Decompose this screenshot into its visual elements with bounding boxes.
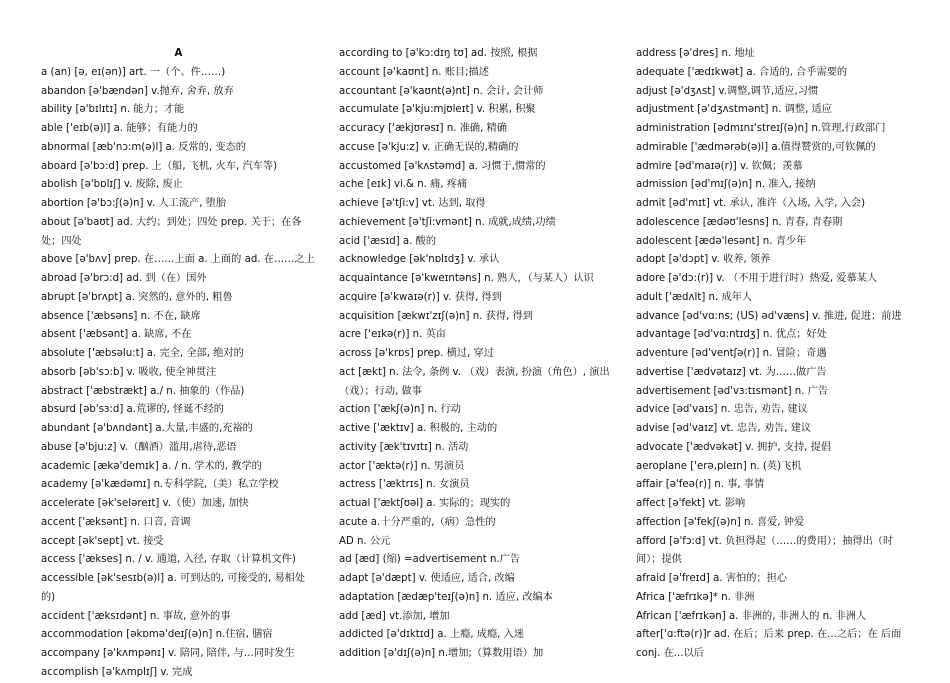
vocab-entry: advance [əd'vɑ:ns; (US) əd'væns] v. 推进, 促进；前进 [636,310,902,322]
vocab-entry: after['ɑ:ftə(r)]r ad. 在后；后来 prep. 在...之后；在 后面 conj. 在...以后 [636,629,902,659]
vocab-entry: achievement [ə'tʃi:vmənt] n. 成就,成绩,功绩 [339,216,556,228]
vocab-entry: addition [ə'dɪʃ(ə)n] n.增加;（算数用语）加 [339,648,544,659]
vocab-entry: actress ['æktrɪs] n. 女演员 [339,479,470,491]
vocab-entry: admission [əd'mɪʃ(ə)n] n. 准入, 接纳 [636,179,816,191]
vocab-entry: acid ['æsɪd] a. 酸的 [339,235,437,247]
vocab-entry: admirable ['ædmərəb(ə)l] a.值得赞赏的,可钦佩的 [636,141,876,153]
vocab-entry: admire [əd'maɪə(r)] v. 钦佩；羡慕 [636,160,803,172]
vocab-entry: afford [ə'fɔ:d] vt. 负担得起（……的费用）；抽得出（时间）；提供 [636,535,894,566]
vocab-entry: accuse [ə'kju:z] v. 正确无误的,精确的 [339,141,519,153]
vocab-entry: acre ['eɪkə(r)] n. 英亩 [339,329,446,341]
vocab-entry: adequate ['ædɪkwət] a. 合适的, 合乎需要的 [636,66,848,78]
vocab-entry: active ['æktɪv] a. 积极的, 主动的 [339,423,498,434]
vocab-entry: adaptation [ædæp'teɪʃ(ə)n] n. 适应, 改编本 [339,591,553,603]
vocab-entry: adult ['ædʌlt] n. 成年人 [636,291,753,303]
column-3-entries [636,45,916,664]
vocab-entry: act [ækt] n. 法令, 条例 v. （戏）表演, 扮演（角色）, 演出（戏）；行动, 做事 [339,366,610,397]
section-letter-heading: A [174,48,183,59]
vocab-entry: abandon [ə'bændən] v.抛弃, 舍弃, 放弃 [41,85,234,97]
vocab-entry: African ['æfrɪkən] a. 非洲的, 非洲人的 n. 非洲人 [636,610,867,622]
vocab-entry: adolescence [ædəʊ'lesns] n. 青春, 青春期 [636,216,843,228]
vocab-entry: adolescent [ædə'lesənt] n. 青少年 [636,235,807,247]
vocab-entry: across [ə'krɒs] prep. 横过, 穿过 [339,348,494,359]
vocab-entry: accident ['æksɪdənt] n. 事故, 意外的事 [41,610,231,622]
vocab-entry: adopt [ə'dɔpt] v. 收养, 领养 [636,254,771,266]
vocab-entry: affect [ə'fekt] vt. 影响 [636,498,746,509]
vocab-entry: accent ['æksənt] n. 口音, 音调 [41,516,191,528]
vocab-entry: affair [ə'feə(r)] n. 事, 事情 [636,479,765,491]
vocab-entry: Africa ['æfrɪkə]* n. 非洲 [636,591,755,603]
vocab-entry: abstract ['æbstrækt] a./ n. 抽象的（作品) [41,385,245,397]
vocab-entry: affection [ə'fekʃ(ə)n] n. 喜爱, 钟爱 [636,516,805,528]
vocab-entry: abrupt [ə'brʌpt] a. 突然的, 意外的, 粗鲁 [41,291,233,303]
vocab-entry: advise [əd'vaɪz] vt. 忠告, 劝告, 建议 [636,423,812,434]
vocab-entry: according to [ə'kɔ:dɪŋ tʊ] ad. 按照, 根据 [339,48,538,59]
vocab-entry: aboard [ə'bɔ:d] prep. 上（船, 飞机, 火车, 汽车等) [41,160,278,172]
vocab-entry: a (an) [ə, eɪ(ən)] art. 一（个、件……) [41,66,226,78]
vocab-entry: add [æd] vt.添加, 增加 [339,610,450,622]
vocab-entry: abundant [ə'bʌndənt] a.大量,丰盛的,充裕的 [41,423,253,434]
vocab-entry: abroad [ə'brɔ:d] ad. 到（在）国外 [41,273,207,284]
vocab-entry: about [ə'baʊt] ad. 大约；到处；四处 prep. 关于；在各处；四处 [41,216,302,247]
vocab-entry: achieve [ə'tʃi:v] vt. 达到, 取得 [339,198,486,209]
vocab-entry: accept [ək'sept] vt. 接受 [41,535,164,547]
vocab-entry: absent ['æbsənt] a. 缺席, 不在 [41,329,192,341]
vocab-entry: academy [ə'kædəmɪ] n.专科学院,（美）私立学校 [41,479,279,491]
vocab-entry: ad [æd] (缩) =advertisement n.广告 [339,554,521,566]
vocab-entry: actual ['æktʃʊəl] a. 实际的；现实的 [339,498,511,509]
vocab-entry: accustomed [ə'kʌstəmd] a. 习惯于,惯常的 [339,160,546,172]
vocab-entry: adventure [əd'ventʃə(r)] n. 冒险；奇遇 [636,348,827,359]
vocab-entry: advocate ['ædvəkət] v. 拥护, 支持, 提倡 [636,441,832,453]
vocab-entry: adjust [ə'dʒʌst] v.调整,调节,适应,习惯 [636,85,819,97]
vocab-entry: acquaintance [ə'kweɪntəns] n. 熟人，（与某人）认识 [339,273,594,284]
vocab-entry: advantage [əd'vɑ:ntɪdʒ] n. 优点；好处 [636,329,827,341]
vocab-entry: acknowledge [ək'nɒlɪdʒ] v. 承认 [339,254,500,266]
vocab-entry: adjustment [ə'dʒʌstmənt] n. 调整, 适应 [636,104,832,116]
vocab-entry: acquire [ə'kwaɪə(r)] v. 获得, 得到 [339,291,502,303]
vocab-entry: accelerate [ək'seləreɪt] v.（使）加速, 加快 [41,498,249,509]
vocab-entry: activity [æk'tɪvɪtɪ] n. 活动 [339,441,469,453]
vocab-entry: academic [ækə'demɪk] a. / n. 学术的, 教学的 [41,460,262,472]
vocab-entry: aeroplane ['erə,pleɪn] n. (英)飞机 [636,460,802,472]
vocab-entry: adore [ə'dɔ:(r)] v. （不用于进行时）热爱, 爱慕某人 [636,273,878,284]
vocab-entry: absorb [əb'sɔ:b] v. 吸收, 使全神贯注 [41,366,217,378]
vocab-entry: acquisition [ækwɪ'zɪʃ(ə)n] n. 获得, 得到 [339,310,533,322]
column-3 [636,45,916,664]
column-2-entries [339,45,614,664]
vocab-entry: abnormal [æb'nɔ:m(ə)l] a. 反常的, 变态的 [41,141,246,153]
vocab-entry: abuse [ə'bju:z] v.（酗酒）滥用,虐待,恶语 [41,441,237,453]
vocab-entry: account [ə'kaʊnt] n. 账目;描述 [339,66,489,78]
column-1-entries [41,64,316,683]
vocab-entry: AD n. 公元 [339,535,391,547]
vocab-entry: addicted [ə'dɪktɪd] a. 上瘾, 成瘾, 入迷 [339,629,525,641]
column-1 [41,45,316,683]
vocab-entry: advice [əd'vaɪs] n. 忠告, 劝告, 建议 [636,404,808,416]
vocab-entry: abolish [ə'bɒlɪʃ] v. 废除, 废止 [41,179,183,191]
vocab-entry: accumulate [ə'kju:mjʊleɪt] v. 积累, 积聚 [339,104,536,116]
column-2 [339,45,614,664]
vocab-entry: accountant [ə'kaʊnt(ə)nt] n. 会计, 会计师 [339,85,544,97]
vocab-entry: access ['ækses] n. / v. 通道, 入径, 存取（计算机文件) [41,554,296,566]
vocab-entry: accompany [ə'kʌmpənɪ] v. 陪同, 陪伴, 与…同时发生 [41,648,295,659]
vocab-entry: above [ə'bʌv] prep. 在……上面 a. 上面的 ad. 在……之上 [41,254,315,266]
vocab-entry: address [ə'dres] n. 地址 [636,48,755,59]
vocab-entry: acute a.十分严重的,（病）急性的 [339,516,496,528]
vocab-entry: ability [ə'bɪlɪtɪ] n. 能力；才能 [41,104,185,116]
vocab-entry: actor ['æktə(r)] n. 男演员 [339,460,465,472]
vocab-entry: adapt [ə'dæpt] v. 使适应, 适合, 改编 [339,573,515,584]
vocab-entry: action ['ækʃ(ə)n] n. 行动 [339,404,461,416]
vocab-entry: accuracy ['ækjʊrəsɪ] n. 准确, 精确 [339,123,507,134]
vocab-entry: admit [əd'mɪt] vt. 承认, 准许（入场, 入学, 入会) [636,198,866,209]
vocab-entry: absence ['æbsəns] n. 不在, 缺席 [41,310,201,322]
vocab-entry: accomplish [ə'kʌmplɪʃ] v. 完成 [41,666,193,678]
vocab-entry: accommodation [əkɒmə'deɪʃ(ə)n] n.住宿, 膳宿 [41,629,273,641]
vocab-entry: advertise ['ædvətaɪz] vt. 为……做广告 [636,366,827,378]
vocab-entry: absolute ['æbsəlu:t] a. 完全, 全部, 绝对的 [41,348,244,359]
vocab-entry: ache [eɪk] vi.& n. 痛, 疼痛 [339,179,468,191]
vocab-entry: absurd [əb'sɜ:d] a.荒谬的, 怪诞不经的 [41,404,224,416]
vocab-entry: advertisement [əd'vɜ:tɪsmənt] n. 广告 [636,385,829,397]
vocab-entry: abortion [ə'bɔ:ʃ(ə)n] v. 人工流产, 堕胎 [41,198,227,209]
vocab-entry: afraid [ə'freɪd] a. 害怕的；担心 [636,573,787,584]
vocab-entry: able ['eɪb(ə)l] a. 能够；有能力的 [41,123,198,134]
vocab-entry: administration [ədmɪnɪ'streɪʃ(ə)n] n.管理,行政部门 [636,123,886,134]
vocab-entry: accessible [ək'sesɪb(ə)l] a. 可到达的, 可接受的, 易相处的) [41,573,306,603]
